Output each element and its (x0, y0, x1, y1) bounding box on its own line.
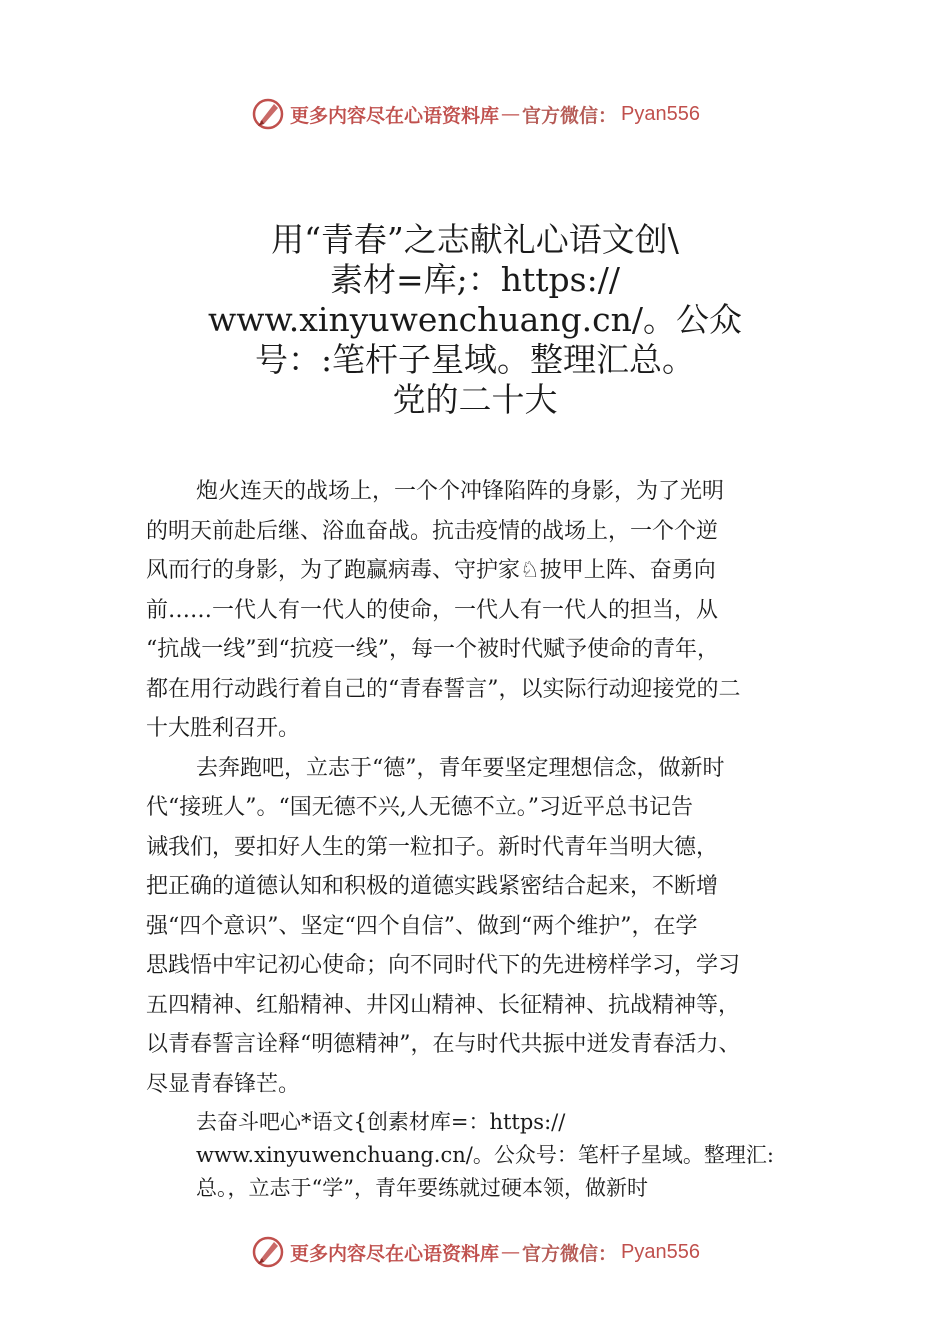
paragraph-line: 诫我们，要扣好人生的第一粒扣子。新时代青年当明大德， (146, 834, 719, 860)
pen-nib-circle-icon (250, 96, 286, 132)
paragraph-line: 思践悟中牢记初心使命；向不同时代下的先进榜样学习，学习 (146, 953, 741, 978)
document-title (150, 220, 800, 420)
title-line: 党的二十大 (392, 380, 558, 419)
paragraph-line: 风而行的身影，为了跑赢病毒、守护家♘披甲上阵、奋勇向 (146, 558, 716, 583)
paragraph-line: 十大胜利召开。 (146, 716, 301, 741)
pen-nib-circle-icon (250, 1234, 286, 1270)
banner-wechat-label: 官方微信： (522, 104, 618, 127)
paragraph-1 (146, 472, 818, 749)
paragraph-2 (146, 749, 818, 1105)
document-body (146, 472, 818, 1104)
banner-brand: 更多内容尽在心语资料库 (290, 104, 500, 127)
paragraph-line: 五四精神、红船精神、井冈山精神、长征精神、抗战精神等， (146, 992, 741, 1018)
paragraph-line: 以青春誓言诠释“明德精神”，在与时代共振中迸发青春活力、 (146, 1032, 741, 1057)
header-banner (0, 94, 950, 134)
title-line: 用“青春”之志献礼心语文创\ (271, 220, 679, 259)
paragraph-3 (196, 1106, 856, 1205)
paragraph-line: 炮火连天的战场上，一个个冲锋陷阵的身影，为了光明 (196, 479, 725, 504)
footer-banner (0, 1232, 950, 1272)
title-line: 素材=库;：https:// (330, 260, 620, 299)
paragraph-line: “抗战一线”到“抗疫一线”，每一个被时代赋予使命的青年， (146, 637, 719, 662)
paragraph-line: 的明天前赴后继、浴血奋战。抗击疫情的战场上，一个个逆 (146, 518, 719, 544)
paragraph-line: 去奔跑吧，立志于“德”，青年要坚定理想信念，做新时 (196, 755, 725, 781)
banner-wechat-label: 官方微信： (522, 1242, 618, 1265)
paragraph-line: 代“接班人”。“国无德不兴,人无德不立。”习近平总书记告 (146, 795, 693, 820)
banner-dash: — (501, 103, 521, 125)
banner-wechat-id: Pyan556 (621, 1240, 700, 1263)
paragraph-line: 都在用行动践行着自己的“青春誓言”，以实际行动迎接党的二 (146, 676, 741, 702)
banner-wechat-id: Pyan556 (621, 102, 700, 125)
title-line: www.xinyuwenchuang.cn/。公众 (207, 300, 743, 339)
paragraph-line: 前……一代人有一代人的使命，一代人有一代人的担当，从 (146, 597, 719, 623)
paragraph-line: www.xinyuwenchuang.cn/。公众号：笔杆子星域。整理汇: (196, 1143, 774, 1167)
paragraph-line: 把正确的道德认知和积极的道德实践紧密结合起来，不断增 (146, 874, 719, 899)
paragraph-line: 去奋斗吧心*语文{创素材库=：https:// (196, 1110, 566, 1134)
banner-dash: — (501, 1241, 521, 1263)
title-line: 号：:笔杆子星域。整理汇总。 (254, 340, 696, 379)
banner-brand: 更多内容尽在心语资料库 (290, 1242, 500, 1265)
paragraph-line: 尽显青春锋芒。 (146, 1071, 301, 1097)
paragraph-line: 总。，立志于“学”，青年要练就过硬本领，做新时 (196, 1176, 648, 1200)
paragraph-line: 强“四个意识”、坚定“四个自信”、做到“两个维护”，在学 (146, 913, 698, 939)
